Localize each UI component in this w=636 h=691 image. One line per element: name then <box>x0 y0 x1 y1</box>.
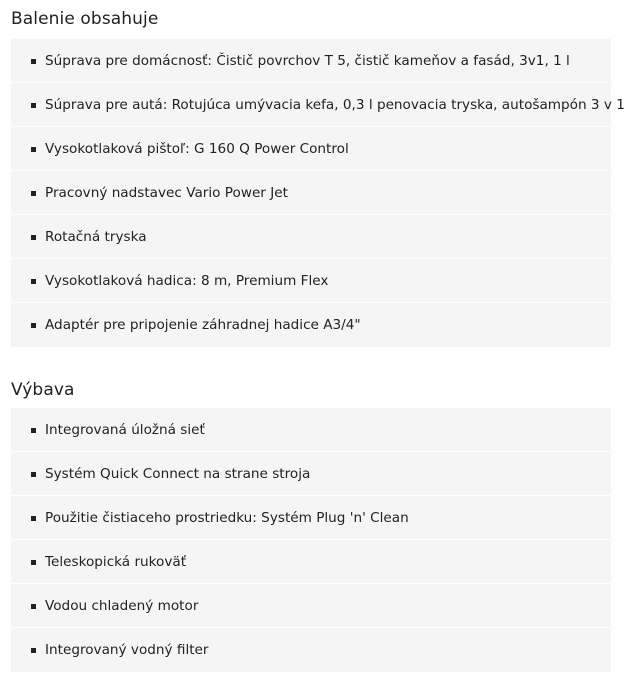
list-item-text: Použitie čistiaceho prostriedku: Systém Plug 'n' Clean <box>45 509 409 526</box>
section-title-package-contents: Balenie obsahuje <box>11 9 159 29</box>
list-item <box>11 83 625 127</box>
list-item <box>11 171 611 215</box>
list-item-text: Integrovaná úložná sieť <box>45 421 205 438</box>
list-item <box>11 628 611 672</box>
list-item <box>11 215 611 259</box>
bullet-icon <box>31 560 36 565</box>
list-item <box>11 496 611 540</box>
list-item <box>11 540 611 584</box>
bullet-icon <box>31 472 36 477</box>
list-item <box>11 584 611 628</box>
bullet-icon <box>31 59 36 64</box>
list-item <box>11 452 611 496</box>
list-item <box>11 259 611 303</box>
bullet-icon <box>31 428 36 433</box>
list-item <box>11 127 611 171</box>
list-item-text: Vodou chladený motor <box>45 597 199 614</box>
equipment-section <box>11 376 611 672</box>
bullet-icon <box>31 103 36 108</box>
list-item-text: Vysokotlaková pištoľ: G 160 Q Power Control <box>45 140 349 157</box>
section-title-equipment: Výbava <box>11 380 75 400</box>
list-item <box>11 408 611 452</box>
list-item-text: Rotačná tryska <box>45 228 147 245</box>
list-item-text: Vysokotlaková hadica: 8 m, Premium Flex <box>45 272 329 289</box>
bullet-icon <box>31 323 36 328</box>
bullet-icon <box>31 648 36 653</box>
bullet-icon <box>31 191 36 196</box>
equipment-list <box>11 408 611 672</box>
bullet-icon <box>31 516 36 521</box>
bullet-icon <box>31 235 36 240</box>
package-contents-section <box>11 5 625 347</box>
list-item-text: Adaptér pre pripojenie záhradnej hadice A3/4" <box>45 317 361 333</box>
package-contents-list <box>11 39 625 347</box>
list-item-text: Integrovaný vodný filter <box>45 642 209 658</box>
bullet-icon <box>31 279 36 284</box>
list-item-text: Súprava pre autá: Rotujúca umývacia kefa, 0,3 l penovacia tryska, autošampón 3 v 1 <box>45 96 625 113</box>
list-item <box>11 39 611 83</box>
list-item-text: Súprava pre domácnosť: Čistič povrchov T 5, čistič kameňov a fasád, 3v1, 1 l <box>45 52 570 69</box>
bullet-icon <box>31 147 36 152</box>
list-item-text: Systém Quick Connect na strane stroja <box>45 465 311 482</box>
bullet-icon <box>31 604 36 609</box>
list-item <box>11 303 611 347</box>
list-item-text: Teleskopická rukoväť <box>45 553 187 570</box>
list-item-text: Pracovný nadstavec Vario Power Jet <box>45 184 288 201</box>
